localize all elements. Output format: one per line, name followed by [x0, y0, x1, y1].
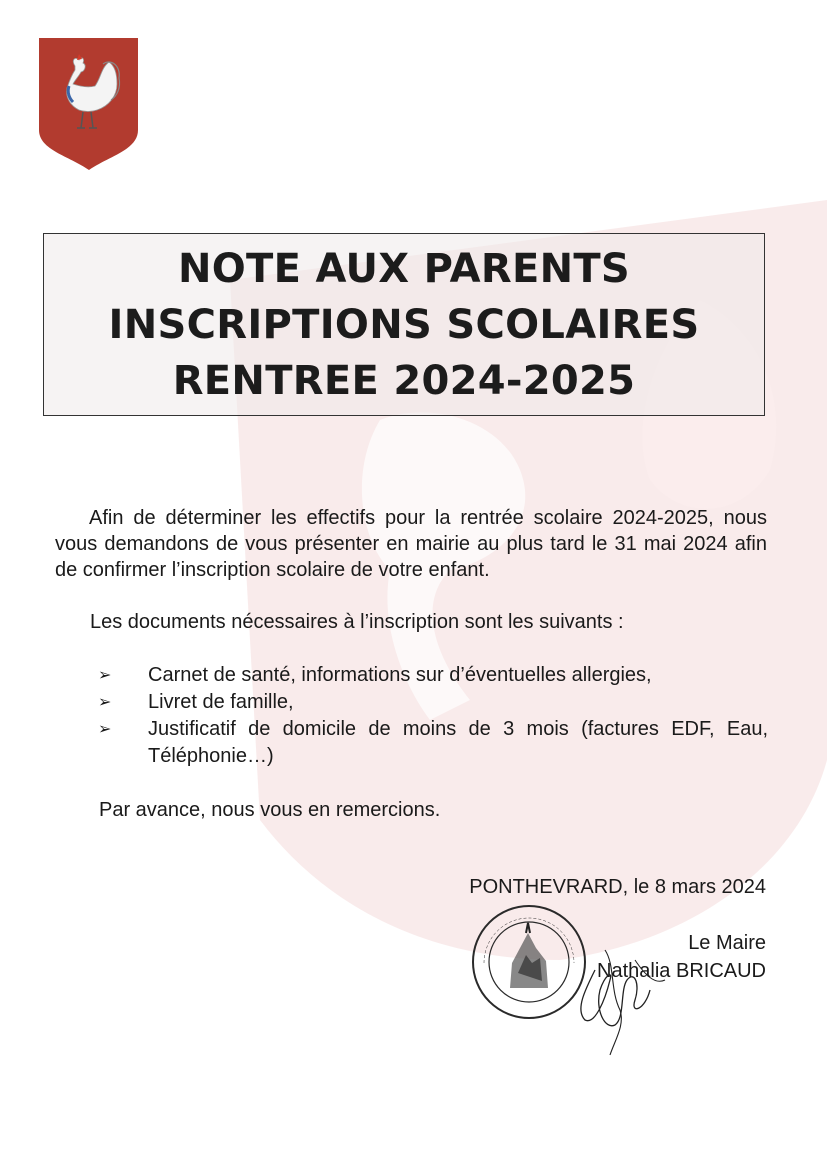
title-box [43, 233, 765, 416]
arrow-bullet-icon: ➢ [98, 721, 112, 738]
list-item-text: Carnet de santé, informations sur d’éventuelles allergies, [148, 664, 652, 686]
list-item [98, 716, 768, 770]
documents-list [98, 662, 768, 770]
closing-text: Par avance, nous vous en remercions. [99, 799, 441, 821]
list-item [98, 689, 768, 716]
list-item-text: Justificatif de domicile de moins de 3 mois (factures EDF, Eau, Téléphonie…) [148, 718, 768, 767]
documents-intro: Les documents nécessaires à l’inscription sont les suivants : [90, 611, 624, 633]
place-date: PONTHEVRARD, le 8 mars 2024 [469, 876, 766, 898]
signatory-title: Le Maire [688, 932, 766, 954]
signatory-name: Nathalia BRICAUD [597, 960, 766, 982]
crest-logo [39, 38, 138, 170]
title-line-2: INSCRIPTIONS SCOLAIRES [108, 301, 700, 348]
intro-paragraph: Afin de déterminer les effectifs pour la rentrée scolaire 2024-2025, nous vous demandons de vous présenter en mairie au plus tard le 31 mai 2024 afin de confirmer l’inscription scolaire de votre enfant. [55, 507, 767, 581]
list-item [98, 662, 768, 689]
title-line-3: RENTREE 2024-2025 [172, 357, 636, 404]
arrow-bullet-icon: ➢ [98, 694, 112, 711]
arrow-bullet-icon: ➢ [98, 667, 112, 684]
title-line-1: NOTE AUX PARENTS [177, 245, 631, 292]
handwritten-signature [565, 930, 685, 1060]
list-item-text: Livret de famille, [148, 691, 294, 713]
